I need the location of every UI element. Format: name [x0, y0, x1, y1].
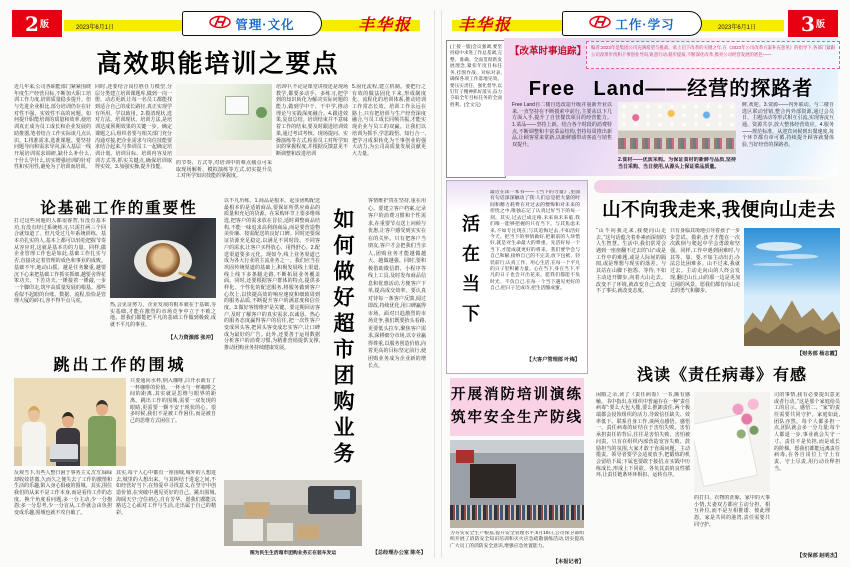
- photo-restaurant-interior: [618, 102, 736, 154]
- article-siege-col-b2: 其实,每个人心中都有一座围城,城外的人想进去,城里的人想出来。与其纠结于进退之间,不如经营好当下,在热爱中寻找意义,在坚守中创造价值,在突破中遇见更好的自己。跳出围城,海阔天空;守住初心,自有芳华。愿我们都能以豁达之心面对工作与生活,走出属于自己的精彩。: [116, 470, 216, 517]
- photo-office-desk: [176, 84, 272, 156]
- article-siege-col-side: 只要通向水杯,倒入咖啡,白开水就有了一杯咖啡的价值。一杯水与一杯咖啡之间的距离,其实就是思维与眼界的距离。跳出工作的围城,需要一双发现的眼睛,更需要一颗不安于现状的心。很多时候,我们不是被工作困住,而是被自己的思维方式困住了。: [130, 378, 216, 425]
- date-right: 2023年6月1日: [718, 25, 757, 31]
- section-bubble-left: [182, 11, 322, 36]
- page-gutter-line: [434, 10, 435, 558]
- article-freeland-col3: 鲜,欢迎。3.资源——内外联动。与二楼自选区联动营销,整合内外部资源,通过会员日、主题活动等形式相互引流,实现客流互通、资源共享,放大整体经营效应。4.服务——规范标准。从迎宾问候到出餐速度,每个环节都有章可循,持续提升顾客就餐体验,当好经营的探路者。: [742, 102, 834, 149]
- van-window-shape: [334, 490, 350, 499]
- page-number-left-value: 2: [25, 11, 39, 36]
- editor-note: 编者:2023年是集团公司充满希望与挑战、承上启下改革的关键之年,在《2023年公司改革方案补充意见》的指导下,各部门紧跟公司改革步伐和干事创业导向,锐意行动,稳步提质,不断深化改革,擦亮公司经营发展的底色——: [586, 41, 840, 69]
- headline-fire-drill-line1: 开展消防培训演练: [451, 386, 583, 403]
- masthead-left: 丰华报: [358, 15, 413, 34]
- headline-walk-to-mountain: 山不向我走来,我便向山走去: [602, 199, 836, 220]
- laptop-shape: [50, 444, 78, 462]
- masthead-right: 丰华报: [458, 15, 513, 34]
- headline-basic-work: 论基础工作的重要性: [40, 198, 198, 217]
- section-bubble-right: [562, 11, 702, 36]
- diners-shape: [618, 138, 736, 149]
- coffee-cup-shape: [146, 243, 180, 277]
- building-entrance-shape: [470, 464, 516, 498]
- headline-training-essentials: 高效职能培训之要点: [96, 50, 340, 78]
- masthead-logo-icon: [209, 14, 231, 34]
- article-present-body: 最近在读一本书——《当下的力量》,里面有句话深深触动了我:人们总是把大量的时间和精力耗费在对过去的懊悔和对未来的担忧之中,唯独忘记了认真过好当下的每一刻。其实,过去已成定格,未来尚未来临,我们唯一能够把握的只有当下。与其焦虑未来,不如专注现在;与其追悔过去,不如活好今天。把当下的事情做好,把眼前的人珍惜好,就是对生命最大的尊重。先活好每一个当下,才能成就更好的将来。我们要学会与自己和解,接纳自己的不完美,放下包袱、轻装前行,认真工作、用心生活,在每一个平凡的日子里积蓄力量。心在当下,身在当下,平凡的日子也会开出花来。愿我们都能不负时光、不负自己,在每一个当下遇见更好的自己,把日子过成诗,把生活酿成蜜。: [490, 190, 580, 292]
- office-plant-shape: [256, 107, 267, 118]
- photo-mountain-sky: [744, 228, 840, 346]
- person-right-shape: [88, 400, 116, 466]
- office-monitor-shape: [225, 96, 249, 115]
- person-left-shape: [22, 406, 46, 466]
- article-freeland-col1: Free Land自二楼自选改造升级并重新开业以来,一直坚持在不断摸索中前行,主要从以下几方面入手,提升了自营餐饮项目的经营能力。1.菜品——坚持上新。结合各个时段的消费特点,不断调整和丰富菜品结构,坚持每周推出新品,让顾客常来常新,以新鲜感带动客流与销售双提升。: [512, 102, 612, 149]
- article-training-photo-sub: 的节奏、方式等,对培训中的难点痛点可采取现场解析、模拟演练等方式,切实提升员工对所学知识技能的掌握度。: [176, 160, 272, 180]
- byline-mountain: 【财务部 杨志霞】: [797, 351, 840, 357]
- box-shape: [244, 502, 270, 518]
- cloud-shape: [756, 242, 802, 251]
- article-groupbuy-col1: 以不凡历练。1.商品是根本。起步团购配送最根本的是适销商品,要保证所供应商品的质量和充足的货源。在采购环节上要多维筛选,把客户的需求放在首位,适时调整商品结构,不能一味追求高利润商品,而是要营造物美价廉、按需配送的良好口碑。同时还要保证货源充足稳定,以满足不同时段、不同客户的需求,让客户买得放心、用得舒心。2.配送渠道要多元化。现如今,线上业务渠道已成为各大行业的主流业务之一。我们应当在巩固传统渠道的基础上,积极发展线上渠道,线上线下多条腿走路,不断拓展业务覆盖面。同时,还要根据客户群体的特点,提供多样化、个性化的配送服务,将服务做到客户心坎上,以快捷高效的响应速度和细致周到的服务品质,不断提升客户的满意度和信任度。3.做好客情维护是关键。要定期回访客户,及时了解客户的真实需求,以诚恳、热心的服务态度赢得客户的信任,把一次性客户变成回头客,把回头客变成忠实客户,让口碑成为最好的广告。此外,还要善于运用数据分析客户的消费习惯,为精准营销提供支撑,推动团购业务持续健康发展。: [224, 198, 320, 352]
- fire-drill-headline-box: [450, 378, 584, 436]
- headline-supermarket-groupbuy: 如何做好超市团购业务: [331, 208, 356, 468]
- byline-fire: 【本报记者】: [552, 559, 584, 565]
- kicker-reform-tracking: 【改革时事追踪】: [510, 46, 587, 57]
- assembled-staff-shape: [450, 505, 584, 520]
- article-virus-col3: 司的事情,我有必要提出意见或者行动。”这是那个家庭给员工的启示。感悟二、“家”的责任需要共同守护。家庭如此,团队亦然。每个人都多担一点,团队就会多一分力量;每个人都退一步,事业就会失守一寸。责任不是负担,而是成长的阶梯。愿我们都能远离责任病毒,在各自岗位上守土有责、守土尽责,用行动诠释担当。: [774, 392, 840, 472]
- headline-fire-drill-line2: 筑牢安全生产防线: [451, 410, 583, 426]
- byline-groupbuy: 【总经理办公室 陈冬】: [372, 550, 426, 556]
- continuation-box: (上接一版)会议强调,要坚持稳中求进工作总基调,完整、准确、全面贯彻新发展理念,紧扣年度目标任务,挂图作战、对标对表,确保各项工作落地见效。要压实责任、强化督导,以钉钉子精神抓好落实,奋力夺取全年目标任务的全面胜利。(全文完): [446, 40, 506, 178]
- byline-virus: 【安保部 赵明杰】: [797, 553, 840, 559]
- page-number-right: [788, 10, 838, 37]
- page-number-left: [12, 10, 62, 37]
- photo-fire-drill-building: [450, 440, 584, 528]
- box-shape: [266, 522, 294, 542]
- red-banner-shape: [456, 450, 474, 463]
- photo-book-flowers: [694, 392, 770, 492]
- page-number-right-value: 3: [801, 11, 815, 36]
- section-title-left: 管理·文化: [235, 17, 295, 32]
- article-virus-col2: 的打扫、衣物的洗晾、家中的大事小情,夫妻双方都应主动分担、相互补位,而不是互相推诿、彼此埋怨。家是共同的港湾,责任需要共同守护。: [694, 495, 770, 528]
- article-mountain-col2: 只有身临其境地引导着孩子一步步尝试、摸索,孩子才能在一次次跌倒与爬起中学会勇敢和坚强。同样,工作中遇到困难时,与其等、靠、要,不如主动出击,办法总比困难多。山不过来,我就过去。主动走向山的人终会发现,翻过山丘,山的那一边是更加辽阔的风景。愿我们都有向山走去的勇气和脚步。: [670, 228, 740, 295]
- article-training-col3: 培训中,不论是课堂讲授还是现场教学,都要多动手、多练习,把学到的知识转化为解决实际问题的能力,做到学中干、干中学,推动理论与实践深度融合。4.跟进效果,复盘总结。培训结束并不意味着工作的结束,要及时跟进培训效果,通过考试考核、现场提问、实操演练等方式,检验员工对所学知识的掌握程度,并根据反馈意见不断调整和改进培训: [276, 84, 348, 157]
- photo-team-laptop: [14, 378, 126, 466]
- article-training-col2: 同时,还要结合岗位胜任力模型,分层分类建立培训课题库,做到一岗一册、动态更新,让每一名员工都能找到适合自己的成长路径,真正实现学有所用、学以致用。2.摸清现状,选对方法。培训现状、培训方法,是培训达成预期效果的关键一步。确定课题之后,组织者要与相关部门充分沟通对接,把企业需求与岗位技能要求结合起来,与参训员工一起确定培训计划、培训目标、培训内容及培训方式等,抓实关键点,确保培训取得实效。3.加强实操,提升技能。: [95, 84, 172, 171]
- byline-present: 【大客户管理部 叶梅】: [526, 357, 580, 363]
- byline-basicwork: 【人力资源部 张冲】: [167, 335, 216, 341]
- article-groupbuy-col2: 客情维护贵在坚持,重在用心。要建立客户档案,记录客户的消费习惯和个性需求,在重要节点送上问候与优惠,让客户感受到实实在在的关怀。只有把客户当朋友,客户才会把我们当亲人,团购业务才能越做越大、越做越强。同时,要积极借助微信群、小程序等线上工具,及时发布商品信息和优惠活动,方便客户下单,提高成交效率。要认真对待每一条客户反馈,闻过即改,持续优化,用口碑赢得市场。面对日趋激烈的市场竞争,我们既要抬头看路,更要低头拉车,聚焦客户需求,深耕细分市场,以专业赢得尊重,以服务创造价值,向着更高的目标坚定前行,使团购业务成为企业新的增长点。: [368, 198, 426, 369]
- flowers-shape: [726, 398, 766, 460]
- box-shape: [232, 518, 264, 542]
- article-training-col1: 近几年来,公司各职能部门紧紧围绕年度生产经营目标,不断加大职工培训工作力度,培训质量稳步提升。但与先进企业相比,部分培训仍存在针对性不强、实效性不高的问题。如何提升职能培训的质量和效率,使培训真正成为员工成长和企业发展的助推器,笔者结合工作实际谈几点认识。1.找准需求,选准课题。要坚持问题导向和需求导向,深入基层一线开展培训需求调研,缺什么补什么,干什么学什么,切实增强培训的针对性和实用性,避免为了培训而培训。: [14, 84, 91, 171]
- masthead-logo-icon: [589, 14, 611, 34]
- article-fire-body: 为夯实安全生产根基,提升安全管理水平,5月19日,公司保卫部组织开展了消防安全知识培训和灭火应急疏散演练活动,切实提高广大员工的消防安全意识,增强应急处置能力。: [450, 531, 584, 549]
- page-number-left-word: 版: [39, 19, 49, 29]
- decorative-gradient: [594, 180, 840, 193]
- headline-freeland: Free Land——经营的探路者: [528, 78, 814, 100]
- office-desk-shape: [176, 140, 272, 156]
- caption-delivery: 图为民生生活超市团购业务正在装车发运: [249, 551, 337, 556]
- page-gutter-line: [441, 10, 442, 558]
- box-shape: [296, 524, 320, 540]
- article-virus-col1: 闲暇之余,读了《责任病毒》一书,颇有感触。书中指出,在组织中普遍存在一种“责任病毒”:要么大包大揽,要么推卸责任,两个极端都会侵蚀组织的活力,导致信任缺失、效率低下。联系自身工作,谈两点感悟。感悟一、责任病毒的症结在于害怕失败。害怕承担责任的背后,往往是害怕失败、害怕被问责。只有在组织内部营造宽容失败、鼓励担当的氛围,大家才敢于直面问题、主动揽责。领导者要学会适度放手,把锻炼的机会留给下属;下属也要敢于接招,在实践中历练成长,形成上下同欲、各负其责的良性循环,让责任链条环环相扣、运转有序。: [596, 392, 690, 479]
- date-left: 2023年6月1日: [76, 25, 115, 31]
- headline-escape-siege: 跳出工作的围城: [53, 355, 187, 374]
- article-basicwork-col1: 打过这些问题的人都很睿智,有没有基本功,有没有经过系统练习,只需打两三个回合就知道了。但凡受过几年系统训练、基本功扎实的人,基本上都可以轻松把握节奏从容应对,这就是基本功的力量。同样,做企业管理工作也是如此,基础工作扎实与否,直接决定着管理的成色和事业的成败。基础不牢,地动山摇。越是任务繁重,越要沉下心来把基础工作抓实抓细,越要舍得花笨功夫、下苦功夫,一锤接着一锤敲,一步一个脚印走,筑牢高质量发展的根基。那些看似不起眼的台账、数据、流程,恰恰是管理大厦的砖石,容不得半点马虎。: [14, 218, 106, 305]
- article-siege-col-b1: 反观当下,有些人整日困于事务主义,忙忙碌碌却收效甚微,久而久之便失去了工作的激情和生活的乐趣,陷入身心俱疲的围城。其实,围住我们的从来不是工作本身,而是看待工作的态度。换个角度看问题,多一分主动,少一分抱怨;多一分思考,少一分盲从,工作就会由负担变成乐趣,围城也就不攻自破了。: [14, 470, 112, 517]
- article-mountain-col1: “山不向我走来,我便向山走去。”这句话蕴含着朴素而深刻的人生智慧。生活中,我们常常会遇到一座座翻不过去的“山”:或是工作中的难题,或是人际间的隔阂,或是理想与现实的落差。与其站在山脚下抱怨、等待,不如主动迈开脚步,向着大山走去。改变不了环境,就改变自己;改变不了事实,就改变态度。: [596, 228, 666, 295]
- article-freeland-photo-sub: 2.食材——优质采购。为保证食材的新鲜与品质,坚持当日采购、当日使用,从源头上保证菜品质量。: [618, 157, 736, 170]
- headline-responsibility-virus: 浅读《责任病毒》有感: [636, 365, 807, 384]
- page-number-right-word: 版: [815, 19, 825, 29]
- article-basicwork-col2: 热,会见证努力。企业发展的根本就在于基础,夯实基础,才能在激烈的市场竞争中立于不败之地。愿我们都能把平凡的基础工作做到极致,成就不平凡的事业。: [110, 302, 216, 329]
- headline-live-in-present: 活在当下: [459, 214, 480, 334]
- section-title-right: 工作·学习: [615, 17, 675, 32]
- article-training-col4: 5.固化流程,建立机制。要把行之有效的做法固化下来,形成制度化、流程化的培训体系,推动培训工作常态长效。培训工作永远在路上,只有把培训与生产经营深度融合,与员工成长同频共振,才能实现企业与员工的双赢。让我们以培训为抓手,学思践悟、知行合一,把学习成果转化为干事创业的强大动力,为公司高质量发展贡献更大力量。: [352, 84, 426, 157]
- photo-coffee-latte: [110, 218, 216, 298]
- photo-delivery-loading: [224, 480, 362, 546]
